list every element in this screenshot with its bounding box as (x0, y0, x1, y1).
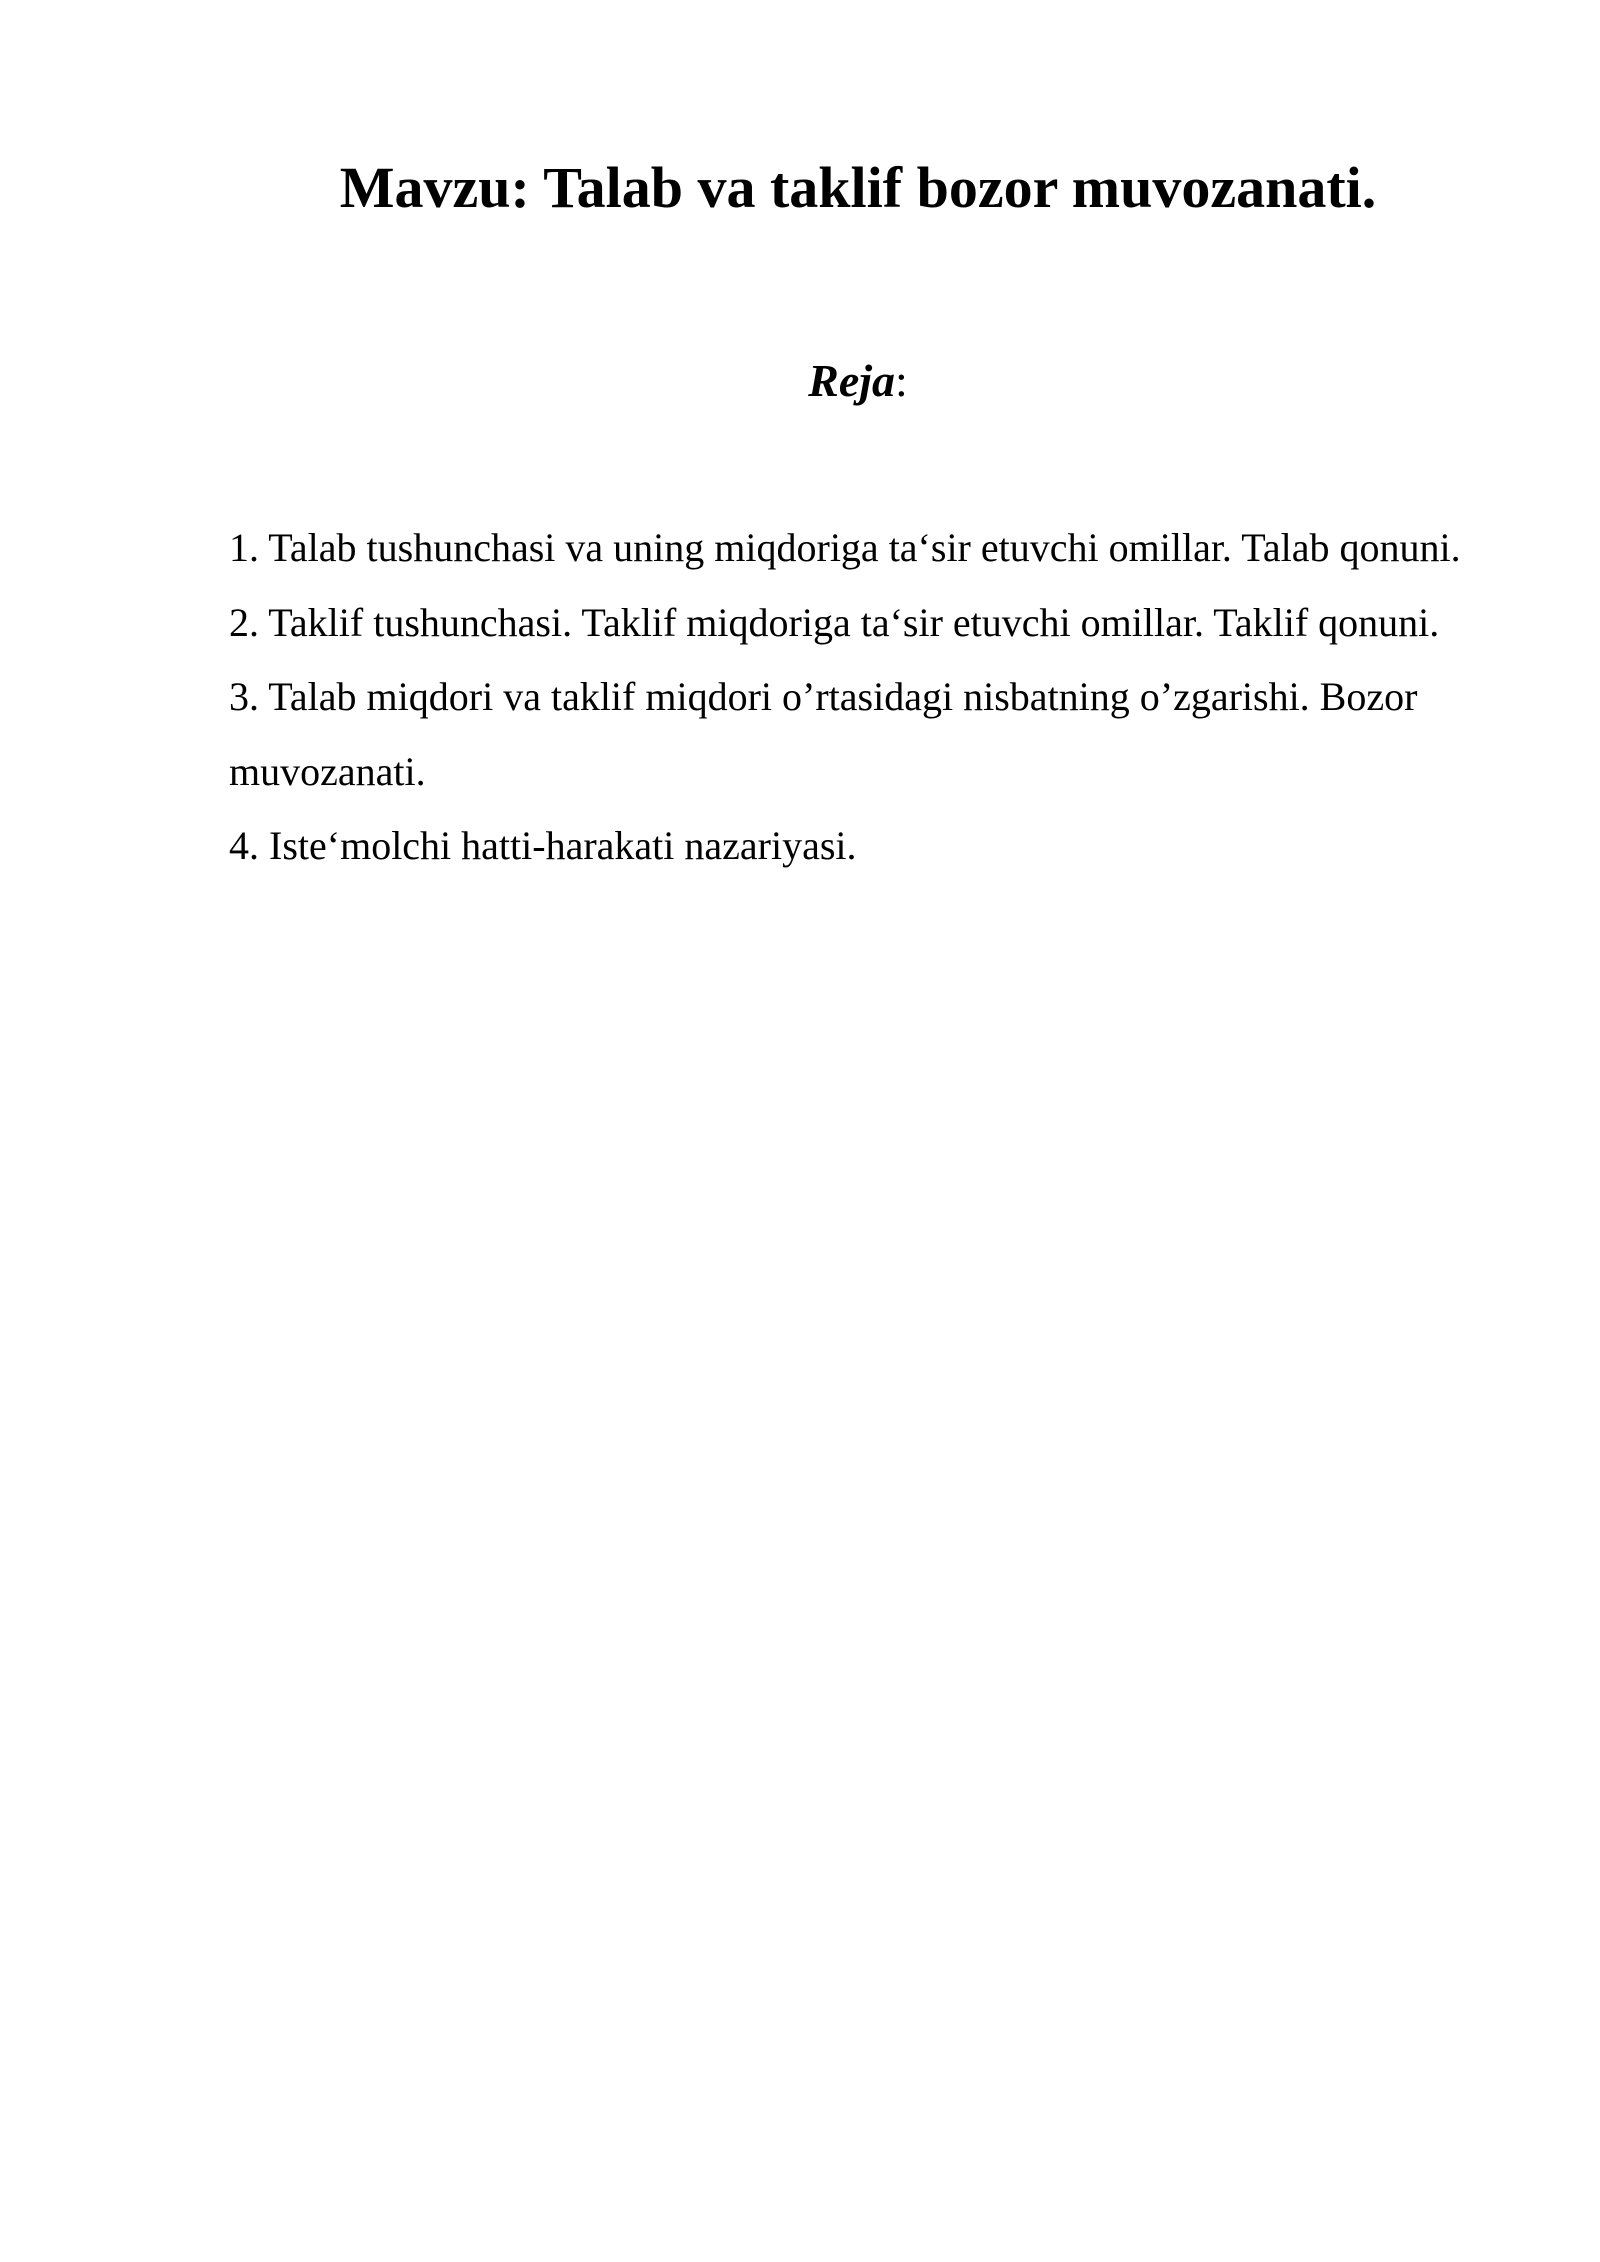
plan-heading-word: Reja (808, 355, 896, 406)
plan-item-1: 1. Talab tushunchasi va uning miqdoriga ta‘sir etuvchi omillar. Talab qonuni. (229, 525, 1461, 570)
plan-list (229, 511, 1469, 884)
plan-item-2: 2. Taklif tushunchasi. Taklif miqdoriga ta‘sir etuvchi omillar. Taklif qonuni. (229, 599, 1440, 645)
plan-heading-colon: : (895, 355, 908, 406)
plan-item-4: 4. Iste‘molchi hatti-harakati nazariyasi. (229, 823, 857, 868)
plan-heading (0, 348, 1600, 414)
plan-item-3: 3. Talab miqdori va taklif miqdori o’rtasidagi nisbatning o’zgarishi. Bozor muvozanati. (229, 674, 1418, 794)
document-title: Mavzu: Talab va taklif bozor muvozanati. (339, 155, 1377, 220)
